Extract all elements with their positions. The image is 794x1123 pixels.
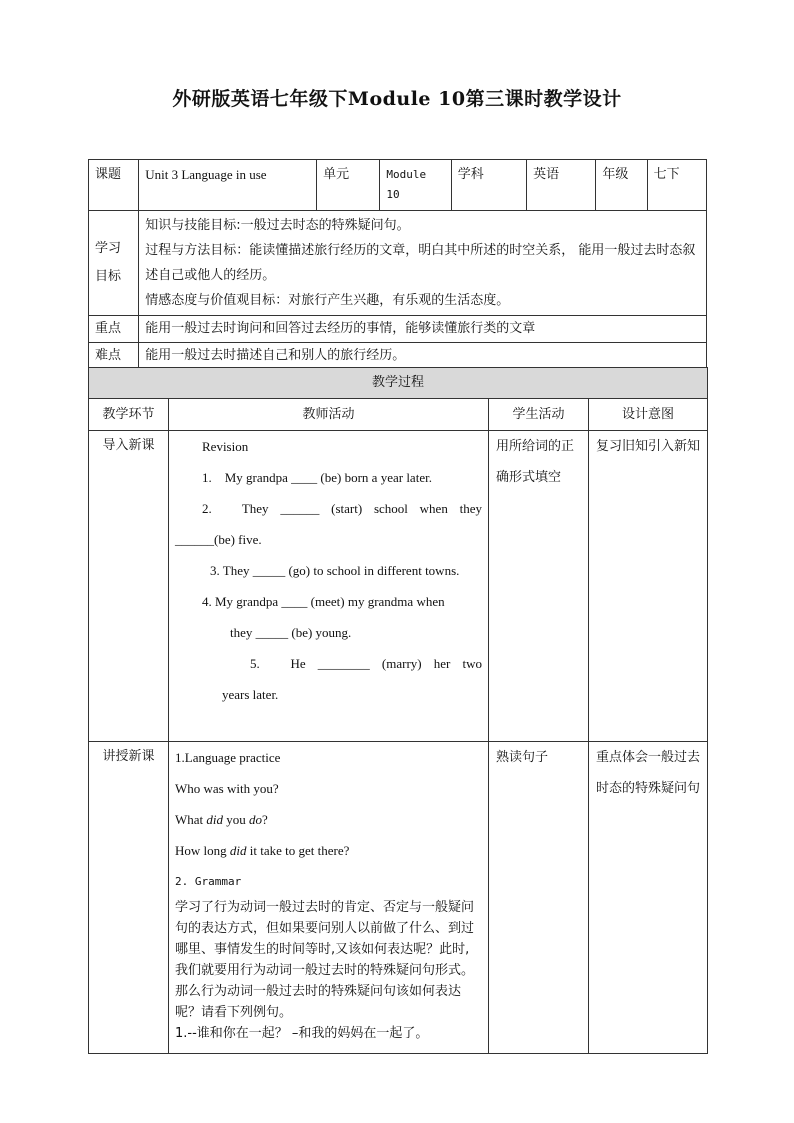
- process-header: 教学过程: [89, 368, 708, 399]
- document-title: 外研版英语七年级下Module 10第三课时教学设计: [172, 88, 622, 110]
- revision-item-5: 5. He ________ (marry) her two: [250, 656, 482, 671]
- revision-item-2-cont: ______(be) five.: [175, 532, 262, 547]
- difficult-label: 难点: [89, 343, 139, 370]
- difficult-value: 能用一般过去时描述自己和别人的旅行经历。: [139, 343, 707, 370]
- col-stage: 教学环节: [89, 399, 169, 431]
- revision-item-4-cont: they _____ (be) young.: [230, 625, 352, 640]
- unit-label: 单元: [317, 160, 380, 211]
- student-activity-intro: 用所给词的正确形式填空: [489, 431, 589, 742]
- goals-cell: [139, 211, 707, 316]
- goal-process: 过程与方法目标：能读懂描述旅行经历的文章，明白其中所述的时空关系， 能用一般过去时态叙述自己或他人的经历。: [145, 243, 696, 283]
- goals-label-line2: 目标: [95, 269, 122, 284]
- intent-new: 重点体会一般过去时态的特殊疑问句: [589, 742, 708, 1054]
- intent-intro: 复习旧知引入新知: [589, 431, 708, 742]
- goals-label: [89, 211, 139, 316]
- revision-item-4: 4. My grandpa ____ (meet) my grandma when: [202, 594, 445, 609]
- goals-label-line1: 学习: [95, 241, 122, 256]
- revision-item-1: 1. My grandpa ____ (be) born a year later.: [202, 470, 432, 485]
- question-1: Who was with you?: [175, 781, 279, 796]
- col-intent: 设计意图: [589, 399, 708, 431]
- topic-label: 课题: [89, 160, 139, 211]
- unit-value-line1: Module: [386, 168, 427, 181]
- grammar-example-1: 1.--谁和你在一起？ –和我的妈妈在一起了。: [175, 1026, 429, 1041]
- grammar-title: 2. Grammar: [175, 875, 242, 888]
- goal-attitude: 情感态度与价值观目标：对旅行产生兴趣，有乐观的生活态度。: [145, 293, 510, 308]
- student-activity-new: 熟读句子: [489, 742, 589, 1054]
- revision-title: Revision: [202, 439, 249, 454]
- revision-item-2: 2. They ______ (start) school when they: [202, 501, 482, 516]
- language-practice-title: 1.Language practice: [175, 750, 281, 765]
- question-2: What did you do?: [175, 812, 268, 827]
- key-label: 重点: [89, 316, 139, 343]
- stage-new-lesson: 讲授新课: [89, 742, 169, 1054]
- stage-intro: 导入新课: [89, 431, 169, 742]
- info-table: [88, 159, 707, 370]
- revision-item-3: 3. They _____ (go) to school in different towns.: [210, 563, 460, 578]
- teacher-activity-revision: [169, 431, 489, 742]
- revision-item-5-cont: years later.: [222, 687, 279, 702]
- col-teacher: 教师活动: [169, 399, 489, 431]
- grade-label: 年级: [596, 160, 647, 211]
- goal-knowledge: 知识与技能目标:一般过去时态的特殊疑问句。: [145, 218, 410, 233]
- grade-value: 七下: [647, 160, 706, 211]
- teacher-activity-new: [169, 742, 489, 1054]
- topic-value: Unit 3 Language in use: [139, 160, 317, 211]
- unit-value: [380, 160, 451, 211]
- subject-value: 英语: [527, 160, 596, 211]
- key-value: 能用一般过去时询问和回答过去经历的事情，能够读懂旅行类的文章: [139, 316, 707, 343]
- subject-label: 学科: [451, 160, 526, 211]
- grammar-explanation: 学习了行为动词一般过去时的肯定、否定与一般疑问句的表达方式，但如果要问别人以前做了什么、到过哪里、事情发生的时间等时,又该如何表达呢？此时,我们就要用行为动词一般过去时的特殊疑问句形式。那么行为动词一般过去时的特殊疑问句该如何表达呢？请看下列例句。: [175, 900, 475, 1020]
- unit-value-line2: 10: [386, 188, 400, 201]
- question-3: How long did it take to get there?: [175, 843, 350, 858]
- process-table: [88, 367, 708, 1054]
- col-student: 学生活动: [489, 399, 589, 431]
